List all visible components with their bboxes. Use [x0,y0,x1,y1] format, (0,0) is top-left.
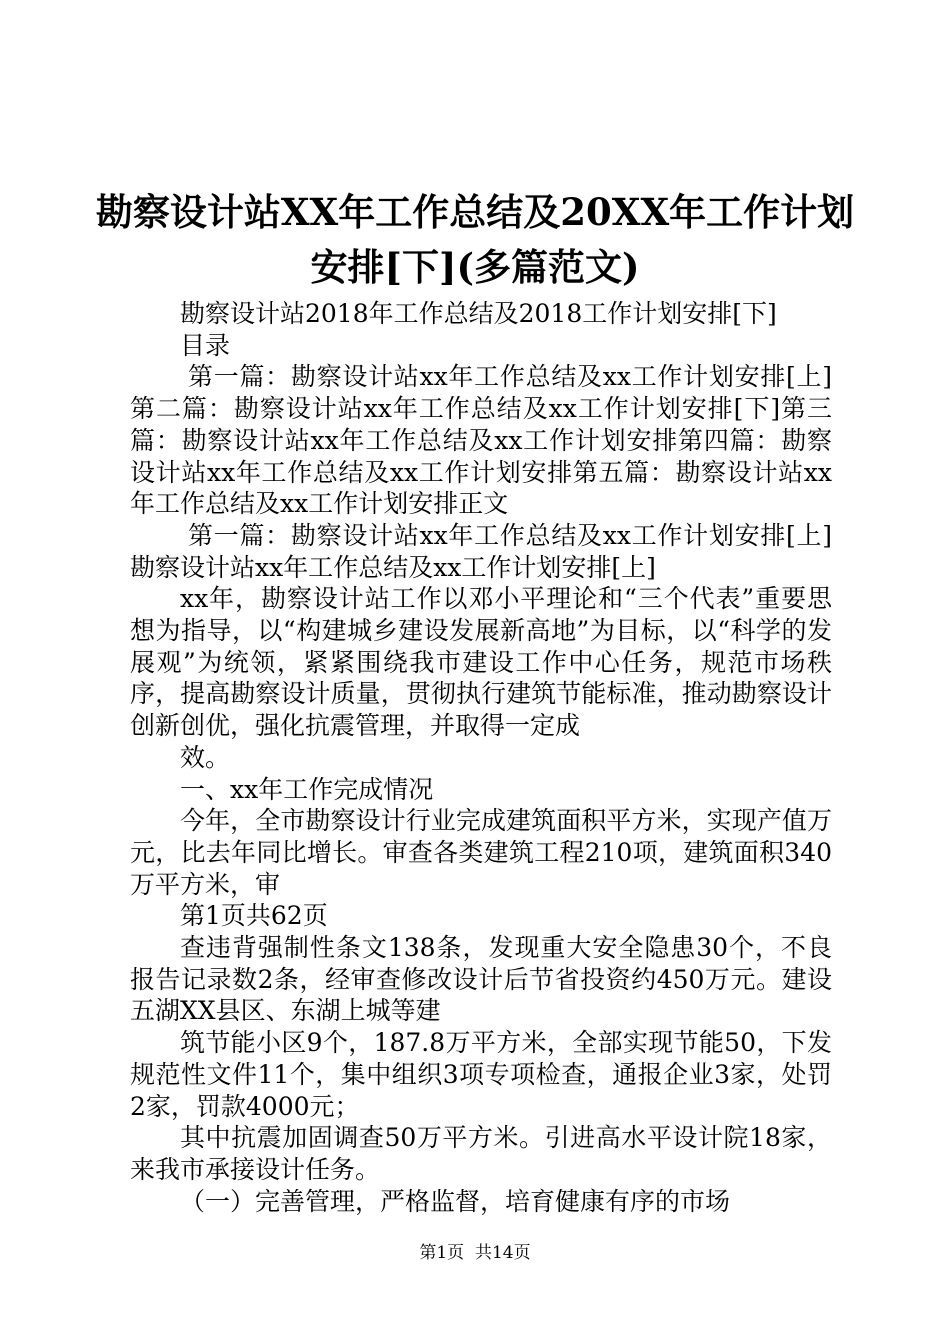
inline-page-marker: 第1页共62页 [180,901,328,931]
document-body [130,298,832,1217]
page-footer: 第1页 共14页 [419,1243,531,1263]
section-heading-paragraph: 第一篇：勘察设计站xx年工作总结及xx工作计划安排[上]勘察设计站xx年工作总结及xx工作计划安排[上] [130,520,832,582]
document-title-line-2: 安排[下](多篇范文) [310,245,640,289]
subsection-heading: （一）完善管理，严格监督，培育健康有序的市场 [180,1186,731,1216]
section-heading: 一、xx年工作完成情况 [180,774,434,804]
body-paragraph: 效。 [180,742,231,772]
body-paragraph: 筑节能小区9个，187.8万平方米，全部实现节能50，下发规范性文件11个，集中组织3项专项检查，通报企业3家，处罚2家，罚款4000元； [130,1028,832,1121]
body-paragraph: 其中抗震加固调查50万平方米。引进高水平设计院18家，来我市承接设计任务。 [130,1123,832,1184]
body-paragraph: xx年，勘察设计站工作以邓小平理论和“三个代表”重要思想为指导，以“构建城乡建设发展新高地”为目标，以“科学的发展观”为统领，紧紧围绕我市建设工作中心任务，规范市场秩序，提高勘察设计质量，贯彻执行建筑节能标准，推动勘察设计创新创优，强化抗震管理，并取得一定成 [130,584,832,741]
toc-heading: 目录 [180,330,231,360]
body-paragraph: 查违背强制性条文138条，发现重大安全隐患30个，不良报告记录数2条，经审查修改设计后节省投资约450万元。建设五湖XX县区、东湖上城等建 [130,933,832,1026]
body-paragraph: 今年，全市勘察设计行业完成建筑面积平方米，实现产值万元，比去年同比增长。审查各类建筑工程210项，建筑面积340万平方米，审 [130,806,832,899]
toc-paragraph: 第一篇：勘察设计站xx年工作总结及xx工作计划安排[上]第二篇：勘察设计站xx年工作总结及xx工作计划安排[下]第三篇：勘察设计站xx年工作总结及xx工作计划安排第四篇：勘察设计站xx年工作总结及xx工作计划安排第五篇：勘察设计站xx年工作总结及xx工作计划安排正文 [130,362,832,519]
subtitle-paragraph: 勘察设计站2018年工作总结及2018工作计划安排[下] [180,299,777,328]
document-title-line-1: 勘察设计站XX年工作总结及20XX年工作计划 [95,190,855,234]
